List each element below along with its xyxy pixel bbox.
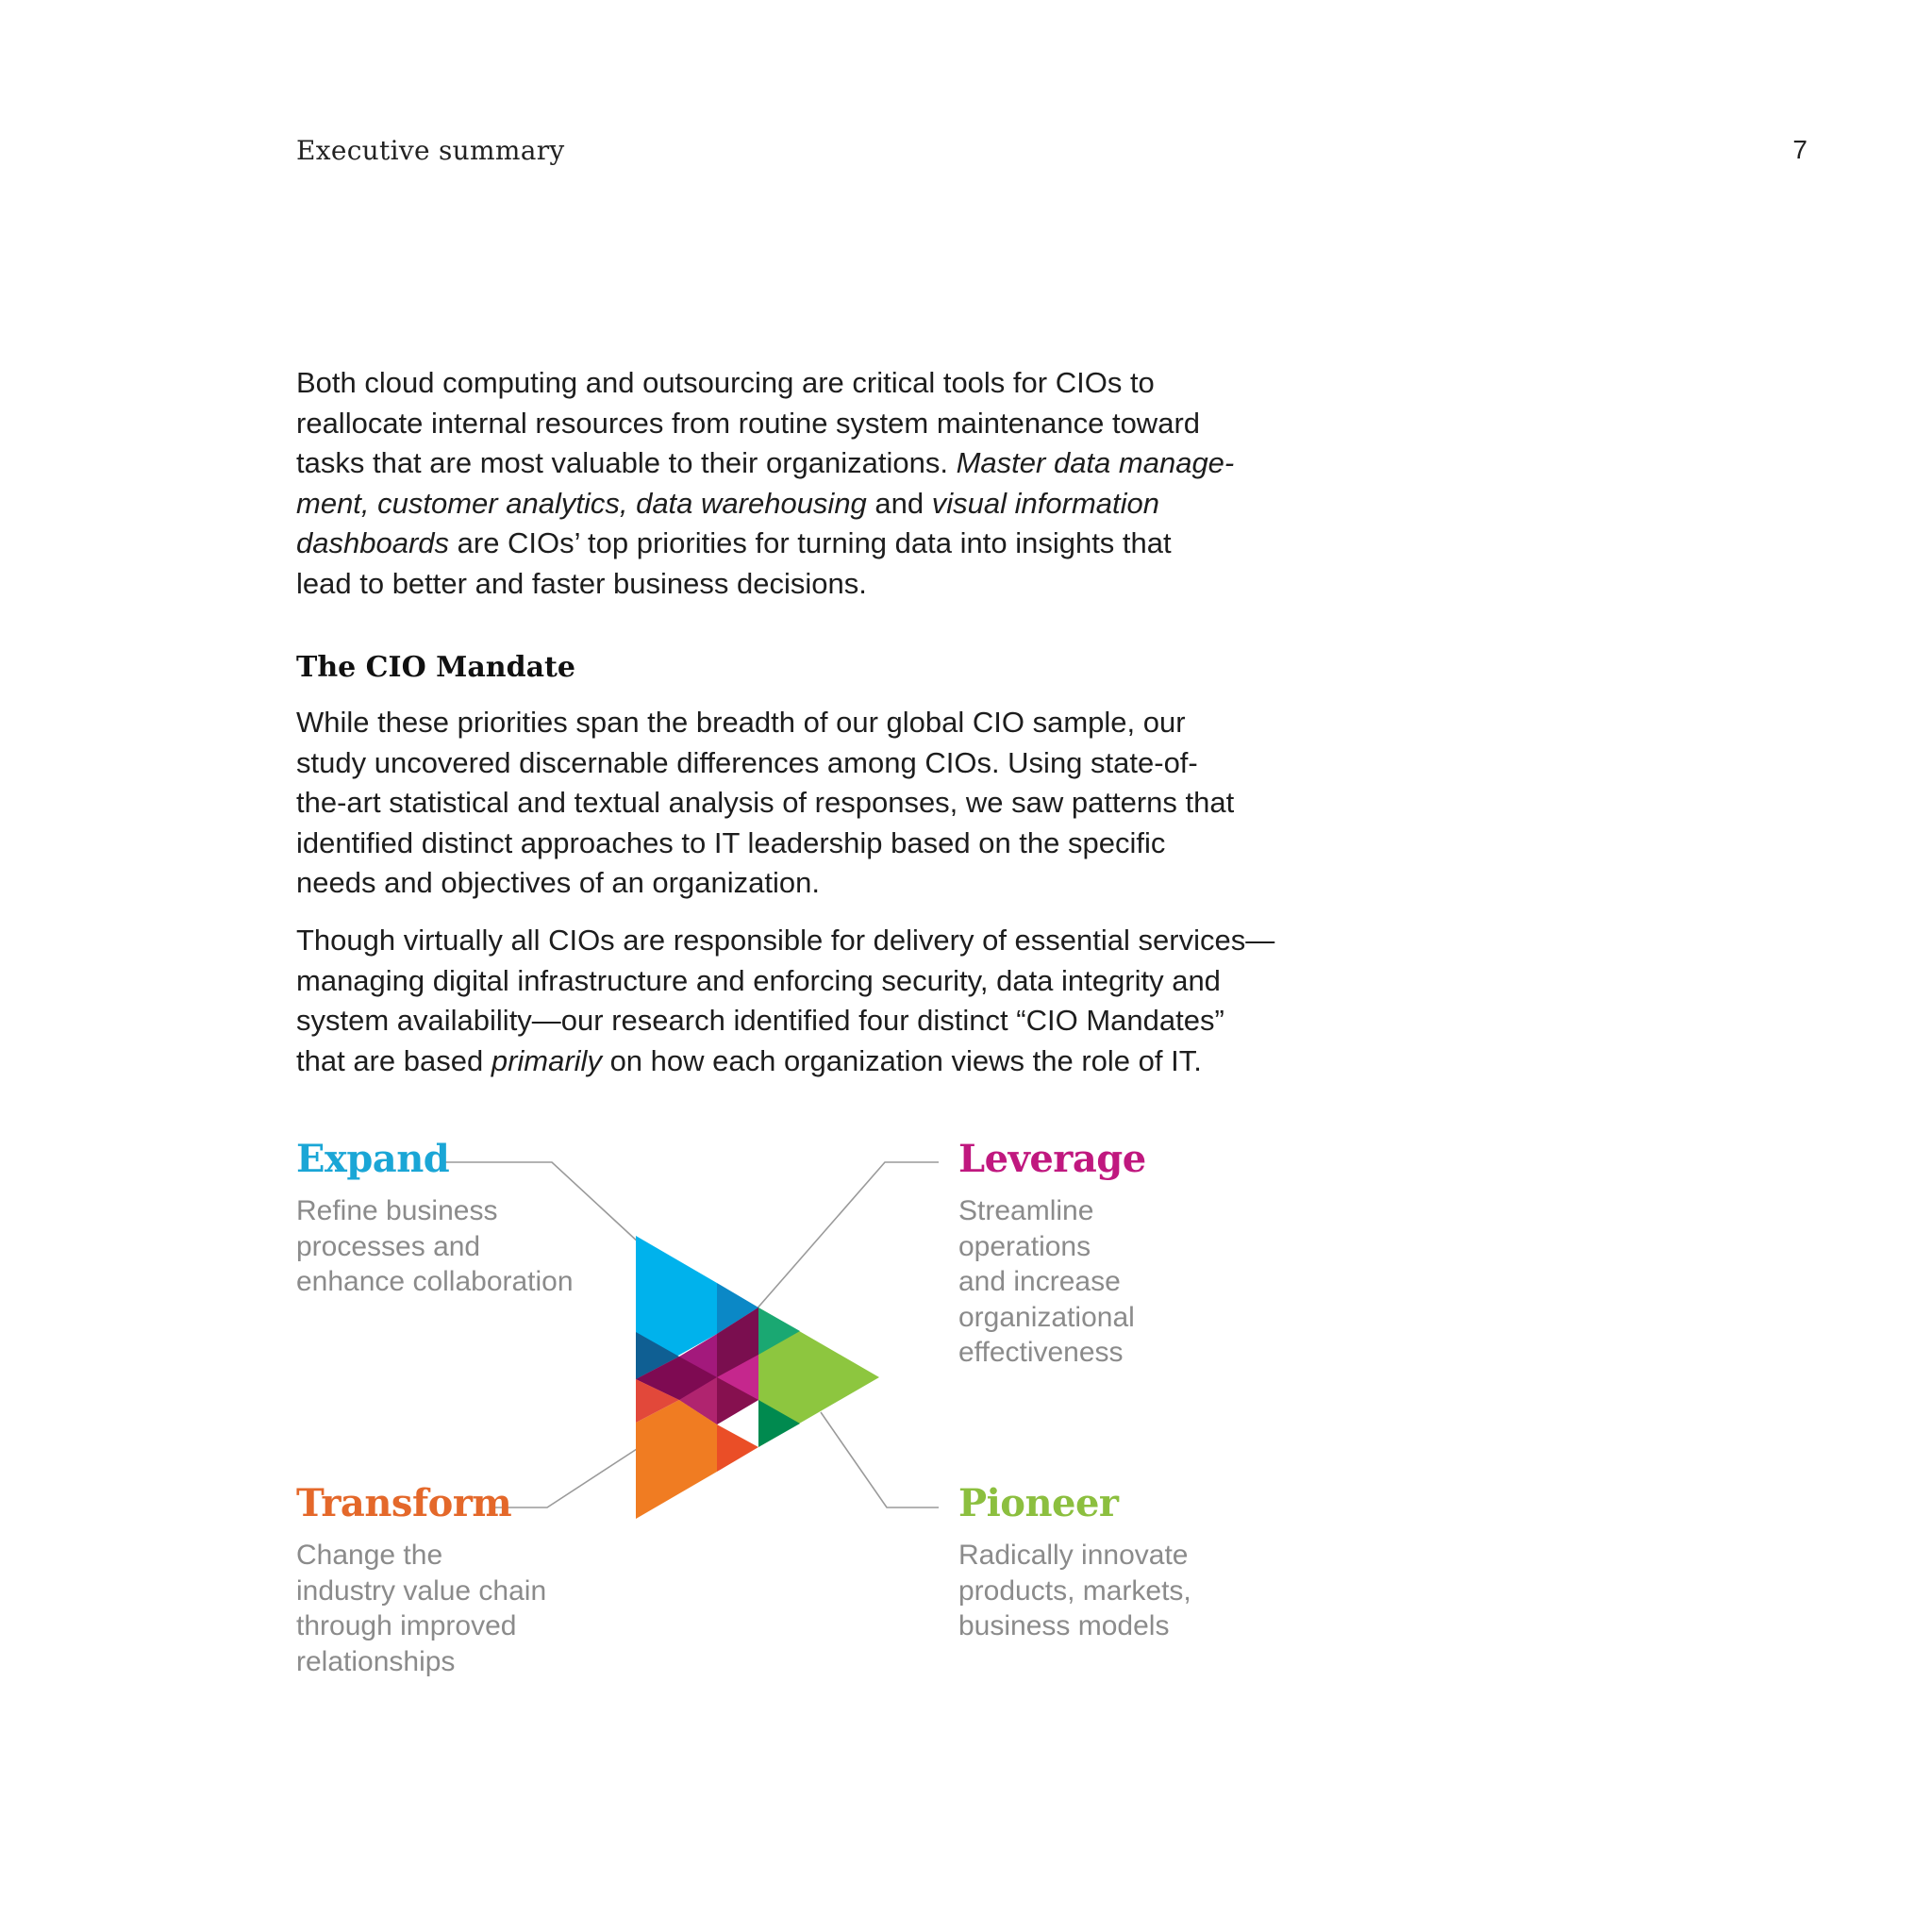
text-line: operations: [958, 1230, 1091, 1262]
transform-connector: [491, 1449, 637, 1507]
section-heading: The CIO Mandate: [296, 651, 575, 684]
leverage-dark-segment: [717, 1307, 758, 1377]
expand-segment: [636, 1236, 717, 1379]
text-line: Change the: [296, 1540, 443, 1571]
emphasis-text: ment, customer analytics, data warehousing: [296, 486, 867, 520]
transform-description: [296, 1538, 579, 1679]
text-line: enhance collaboration: [296, 1266, 574, 1297]
text-line: lead to better and faster business decisions.: [296, 566, 867, 600]
transform-red-segment: [636, 1379, 679, 1423]
text-line: Radically innovate: [958, 1540, 1189, 1571]
emphasis-text: Master data manage-: [956, 446, 1235, 479]
expand-description: [296, 1193, 598, 1300]
pioneer-segment: [758, 1307, 879, 1447]
pioneer-connector: [821, 1412, 939, 1507]
text-line: and increase: [958, 1266, 1121, 1297]
text-run: on how each organization views the role of IT.: [601, 1043, 1202, 1077]
intro-paragraph: [296, 363, 1235, 604]
expand-dark-segment: [636, 1332, 679, 1379]
transform-segment: [636, 1400, 717, 1519]
transform-red-segment: [717, 1424, 758, 1472]
text-run: and: [866, 486, 932, 520]
pioneer-darkgreen-segment: [758, 1400, 800, 1447]
text-line: Both cloud computing and outsourcing are critical tools for CIOs to: [296, 366, 1155, 399]
text-line: industry value chain: [296, 1574, 547, 1607]
text-line: [296, 484, 1202, 525]
leverage-mid-segment: [679, 1377, 717, 1424]
leverage-connector: [755, 1162, 939, 1311]
leverage-dark-segment: [717, 1377, 758, 1424]
text-line: products, markets,: [958, 1574, 1191, 1607]
text-line: [296, 524, 1202, 564]
body-paragraph: [296, 921, 1275, 1081]
text-run: are CIOs’ top priorities for turning data into insights that: [449, 526, 1172, 559]
text-run: tasks that are most valuable to their organizations.: [296, 446, 957, 479]
pioneer-teal-segment: [758, 1307, 800, 1355]
text-line: processes and: [296, 1230, 481, 1262]
emphasis-text: primarily: [491, 1043, 602, 1077]
text-line: [296, 1041, 1202, 1082]
text-line: relationships: [296, 1645, 456, 1677]
text-line: [296, 443, 1235, 484]
text-line: business models: [958, 1610, 1170, 1641]
text-line: study uncovered discernable differences among CIOs. Using state-of-: [296, 745, 1198, 779]
text-line: Streamline: [958, 1195, 1094, 1226]
page-number: 7: [1792, 135, 1807, 164]
expand-title: Expand: [296, 1137, 450, 1181]
body-paragraph: [296, 703, 1235, 904]
pioneer-title: Pioneer: [958, 1481, 1119, 1525]
leverage-description: [958, 1193, 1204, 1371]
emphasis-text: visual information: [931, 486, 1159, 520]
text-line: identified distinct approaches to IT leadership based on the specific: [296, 825, 1166, 859]
text-line: the-art statistical and textual analysis of responses, we saw patterns that: [296, 786, 1235, 819]
text-line: managing digital infrastructure and enforcing security, data integrity and: [296, 963, 1221, 997]
text-line: organizational: [958, 1301, 1135, 1333]
text-line: effectiveness: [958, 1337, 1124, 1368]
emphasis-text: dashboards: [296, 526, 450, 559]
text-line: Though virtually all CIOs are responsible for delivery of essential services—: [296, 924, 1275, 957]
text-line: Refine business: [296, 1195, 498, 1226]
leverage-title: Leverage: [958, 1137, 1146, 1181]
triangle-icon: [636, 1236, 879, 1519]
text-line: through improved: [296, 1610, 517, 1641]
expand-shade-segment: [717, 1283, 758, 1334]
pioneer-description: [958, 1538, 1241, 1644]
text-run: that are based: [296, 1043, 491, 1077]
running-header: Executive summary: [296, 135, 565, 166]
leverage-light-segment: [717, 1355, 758, 1400]
text-line: needs and objectives of an organization.: [296, 866, 820, 899]
text-line: While these priorities span the breadth of our global CIO sample, our: [296, 706, 1186, 739]
transform-title: Transform: [296, 1481, 512, 1525]
text-line: reallocate internal resources from routine system maintenance toward: [296, 406, 1201, 440]
text-line: system availability—our research identified four distinct “CIO Mandates”: [296, 1004, 1224, 1037]
leverage-segment: [636, 1307, 758, 1424]
leverage-dark-segment: [636, 1357, 717, 1400]
